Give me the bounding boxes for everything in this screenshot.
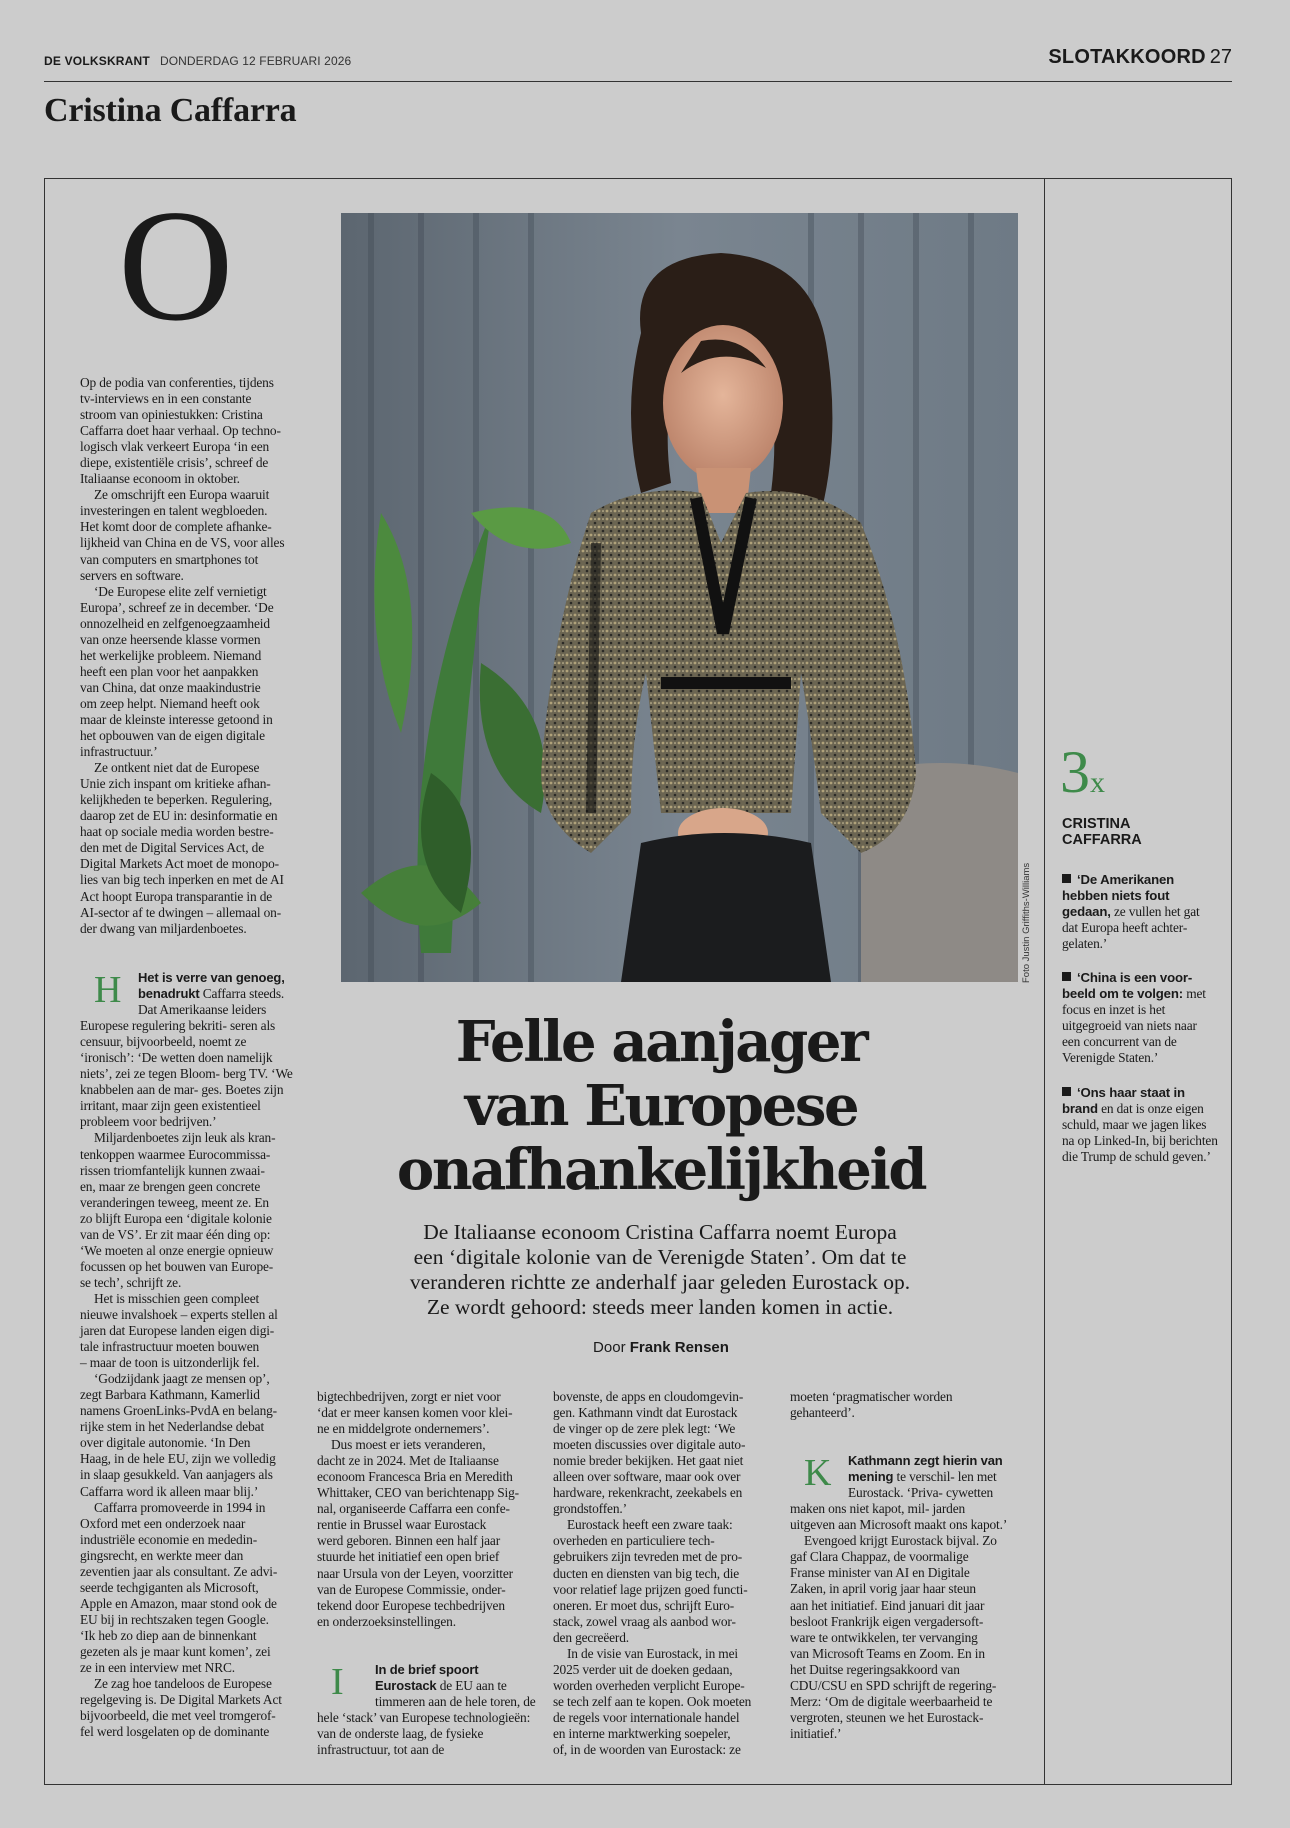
text-line: daarop zet de EU in: desinformatie en — [80, 808, 278, 824]
text-line: Ze omschrijft een Europa waaruit — [94, 487, 270, 503]
text-line: vergroten, steunen we het Eurostack- — [790, 1709, 984, 1725]
lead-in: In de brief spoort Eurostack — [375, 1661, 479, 1693]
text-line: of, in de woorden van Eurostack: ze — [553, 1742, 741, 1758]
text-line: kelijkheden te beperken. Regulering, — [80, 792, 273, 808]
text-line: bovenste, de apps en cloudomgevin- — [553, 1389, 744, 1404]
quote-lead: ‘China is een voor-beeld om te volgen: — [1062, 970, 1193, 1002]
text-line: moeten ‘pragmatischer worden — [790, 1389, 953, 1404]
quote-text: en dat is onze eigen schuld, maar we jagen likes na op Linked-In, bij berichten die Trump de schuld geven.’ — [1062, 1100, 1218, 1164]
text-line: Het komt door de complete afhanke- — [80, 519, 272, 535]
text-line: seren als censuur, bijvoorbeeld, — [80, 1018, 276, 1050]
text-line: Unie zich inspant om kritieke afhan- — [80, 776, 271, 792]
text-line: de vinger op de zere plek legt: ‘We — [553, 1421, 736, 1437]
article-column-3 — [553, 1389, 775, 1758]
headline-line: van Europese — [464, 1073, 858, 1139]
article-column-4 — [790, 1389, 1012, 1742]
text-line: aan het initiatief. Eind januari dit jaar — [790, 1597, 985, 1613]
text-line: naar Ursula von der Leyen, voorzitter — [317, 1565, 513, 1581]
initial-o: O — [118, 176, 234, 354]
text-line: namelijk niets’, zei ze tegen Bloom- — [80, 1050, 273, 1082]
text-line: EU bij in rechtszaken tegen Google. — [80, 1611, 269, 1627]
text-line: rissen triomfantelijk kunnen zwaai- — [80, 1162, 265, 1178]
paragraph — [790, 1389, 1012, 1421]
text-line: zegt Barbara Kathmann, Kamerlid — [80, 1387, 260, 1403]
text-line: Whittaker, CEO van berichtenapp Sig- — [317, 1485, 519, 1501]
text-line: industriële economie en mededin- — [80, 1531, 258, 1547]
drop-cap: H — [94, 969, 122, 1011]
text-line: se tech zelf aan te kopen. Ook moeten — [553, 1693, 752, 1709]
text-line: noemt ze ‘ironisch’: ‘De wetten doen — [80, 1034, 247, 1066]
text-line: technologieën: van de onderste laag, — [317, 1709, 531, 1741]
text-line: moeten discussies over digitale auto- — [553, 1437, 746, 1453]
text-line: de fysieke infrastructuur, tot aan de — [317, 1725, 484, 1757]
text-line: rentie in Brussel waar Eurostack — [317, 1517, 487, 1533]
text-line: overheden en particuliere tech- — [553, 1533, 715, 1549]
portrait-photo — [341, 213, 1018, 982]
text-line: lijkheid van China en de VS, voor alles — [80, 535, 285, 551]
sidebar-count-suffix: x — [1090, 766, 1105, 799]
text-line: en onderzoeksinstellingen. — [317, 1613, 456, 1629]
text-line: Act hoopt Europa transparantie in de — [80, 888, 273, 904]
text-line: ges. Boetes zijn irritant, maar zijn — [80, 1082, 284, 1114]
text-line: van de VS’. Er zit maar één ding op: — [80, 1226, 271, 1242]
text-line: Op de podia van conferenties, tijdens — [80, 375, 274, 390]
text-line: ‘We moeten al onze energie opnieuw — [80, 1242, 274, 1258]
sidebar-quote — [1062, 1085, 1218, 1165]
sidebar-name — [1062, 816, 1222, 848]
text-line: geen existentieel probleem voor — [80, 1098, 261, 1130]
text-line: grondstoffen.’ — [553, 1501, 627, 1517]
text-line: cywetten maken ons niet kapot, mil- — [790, 1485, 994, 1517]
paragraph — [317, 1662, 539, 1758]
section-name: SLOTAKKOORD — [1048, 46, 1206, 68]
text-line: lies van big tech inperken en met de AI — [80, 872, 284, 888]
text-line: ne en middelgrote ondernemers’. — [317, 1421, 490, 1437]
issue-date: DONDERDAG 12 FEBRUARI 2026 — [159, 54, 352, 68]
header-rule — [44, 81, 1232, 82]
bullet-square-icon — [1062, 1087, 1071, 1096]
sidebar-quote — [1062, 872, 1218, 952]
text-line: Evengoed krijgt Eurostack bijval. Zo — [804, 1533, 997, 1549]
text-line: stroom van opiniestukken: Cristina — [80, 407, 263, 423]
sidebar-divider — [1044, 178, 1045, 1785]
intro-line: een ‘digitale kolonie van de Verenigde Staten’. Om dat te — [413, 1245, 907, 1269]
text-line: van de Europese Commissie, onder- — [317, 1581, 506, 1597]
text-line: berg TV. ‘We knabbelen aan de mar- — [80, 1066, 293, 1098]
text-line: jaren dat Europese landen eigen digi- — [80, 1323, 275, 1339]
article-column-2 — [317, 1389, 539, 1758]
photo-credit: Foto Justin Griffiths-Williams — [1021, 862, 1032, 983]
text-line: van computers en smartphones tot — [80, 551, 259, 567]
text-line: oneren. Er moet dus, schrijft Euro- — [553, 1597, 735, 1613]
text-line: leiders Europese regulering bekriti- — [80, 1002, 267, 1034]
text-line: tale infrastructuur moeten bouwen — [80, 1339, 260, 1355]
intro-line: De Italiaanse econoom Cristina Caffarra noemt Europa — [423, 1220, 897, 1244]
text-line: len met Eurostack. ‘Priva- — [848, 1469, 997, 1501]
text-line: diepe, existentiële crisis’, schreef de — [80, 455, 269, 471]
text-line: in slaap gesukkeld. Van aanjagers als — [80, 1467, 273, 1483]
paragraph — [80, 1291, 302, 1371]
text-line: Zaken, in april vorig jaar haar steun — [790, 1581, 976, 1597]
byline — [341, 1339, 981, 1356]
text-line: gen. Kathmann vindt dat Eurostack — [553, 1405, 738, 1421]
text-line: het werkelijke probleem. Niemand — [80, 647, 262, 663]
text-line: se tech’, schrijft ze. — [80, 1274, 182, 1290]
sidebar-quotes — [1062, 872, 1218, 1183]
text-line: Europa’, schreef ze in december. ‘De — [80, 599, 274, 615]
text-line: werd geboren. Binnen een half jaar — [317, 1533, 501, 1549]
text-line: seerde techgiganten als Microsoft, — [80, 1579, 259, 1595]
lead-in: Kathmann zegt hierin van mening — [848, 1453, 1003, 1485]
paragraph — [80, 487, 302, 583]
text-line: voor relatief lage prijzen goed functi- — [553, 1581, 748, 1597]
text-line: van Microsoft Teams en Zoom. En in — [790, 1645, 985, 1661]
sidebar-name-line: CRISTINA — [1062, 816, 1131, 832]
text-line: ‘dat er meer kansen komen voor klei- — [317, 1405, 513, 1421]
text-line: maar de kleinste interesse getoond in — [80, 711, 273, 727]
text-line: gingsrecht, en werkte meer dan — [80, 1547, 244, 1563]
text-line: dacht ze in 2024. Met de Italiaanse — [317, 1453, 499, 1469]
text-line: ducten en diensten van big tech, die — [553, 1565, 740, 1581]
text-line: heeft een plan voor het aanpakken — [80, 663, 259, 679]
text-line: steeds. Dat Amerikaanse — [138, 986, 285, 1018]
paragraph — [80, 584, 302, 761]
text-line: nieuwe invalshoek – experts stellen al — [80, 1306, 278, 1322]
text-line: Eurostack heeft een zware taak: — [567, 1517, 733, 1533]
text-line: haat op sociale media worden bestre- — [80, 824, 274, 840]
paragraph — [317, 1437, 539, 1630]
headline — [341, 1010, 981, 1202]
quote-text: met focus en inzet is het uitgegroeid van niets naar een concurrent van de Verenigde Staten.’ — [1062, 986, 1206, 1066]
bullet-square-icon — [1062, 972, 1071, 981]
text-line: tenkoppen waarmee Eurocommissa- — [80, 1146, 271, 1162]
text-line: alleen over software, maar ook over — [553, 1469, 741, 1485]
text-line: fel werd losgelaten op de dominante — [80, 1724, 270, 1740]
text-line: ‘Godzijdank jaagt ze mensen op’, — [94, 1371, 270, 1387]
paragraph — [317, 1389, 539, 1437]
text-line: rijke stem in het Nederlandse debat — [80, 1419, 265, 1435]
paragraph — [553, 1517, 775, 1645]
text-line: over digitale autonomie. ‘In Den — [80, 1435, 251, 1451]
text-line: de regels voor internationale handel — [553, 1709, 740, 1725]
text-line: AI-sector af te dwingen – allemaal on- — [80, 904, 282, 920]
text-line: van China, dat onze maakindustrie — [80, 679, 261, 695]
text-line: CDU/CSU en SPD schrijft de regering- — [790, 1677, 997, 1693]
paragraph — [80, 970, 302, 1130]
section-header — [1048, 46, 1232, 69]
intro-line: veranderen richtte ze anderhalf jaar geleden Eurostack op. — [409, 1270, 911, 1294]
text-line: ze in een interview met NRC. — [80, 1660, 235, 1676]
text-line: den met de Digital Services Act, de — [80, 840, 265, 856]
text-line: toren, de hele ‘stack’ van Europese — [317, 1693, 536, 1725]
article-column-1-continued — [80, 970, 302, 1740]
intro-text — [370, 1220, 950, 1320]
lead-in: Het is verre van genoeg, benadrukt — [138, 970, 285, 1002]
paragraph — [80, 1500, 302, 1677]
text-line: der dwang van miljardenboetes. — [80, 920, 247, 936]
text-line: nomie breder bekijken. Het gaat niet — [553, 1453, 744, 1469]
text-line: focussen op het bouwen van Europe- — [80, 1258, 274, 1274]
text-line: veranderingen teweeg, meent ze. En — [80, 1194, 269, 1210]
text-line: Caffarra word ik alleen maar blij.’ — [80, 1483, 259, 1499]
text-line: nal, organiseerde Caffarra een confe- — [317, 1501, 510, 1517]
paragraph — [553, 1389, 775, 1517]
text-line: om zeep helpt. Niemand heeft ook — [80, 695, 260, 711]
text-line: In de visie van Eurostack, in mei — [567, 1645, 738, 1661]
paragraph — [553, 1646, 775, 1758]
text-line: Caffarra promoveerde in 1994 in — [94, 1499, 266, 1515]
text-line: bigtechbedrijven, zorgt er niet voor — [317, 1389, 501, 1404]
text-line: Oxford met een onderzoek naar — [80, 1515, 246, 1531]
text-line: investeringen en talent wegbloeden. — [80, 503, 268, 519]
text-line: Caffarra doet haar verhaal. Op techno- — [80, 423, 281, 439]
text-line: gezeten als je maar kunt komen’, zei — [80, 1643, 271, 1659]
paragraph — [790, 1453, 1012, 1533]
text-line: bedrijven.’ — [159, 1114, 217, 1130]
text-line: den gecreëerd. — [553, 1629, 629, 1645]
text-line: servers en software. — [80, 567, 184, 583]
text-line: besloot Frankrijk eigen vergadersoft- — [790, 1613, 984, 1629]
page-number: 27 — [1209, 46, 1232, 68]
sidebar-count-number: 3 — [1060, 739, 1090, 805]
sidebar-count — [1060, 739, 1105, 805]
text-line: – maar de toon is uitzonderlijk fel. — [80, 1355, 260, 1371]
text-line: gaf Clara Chappaz, de voormalige — [790, 1549, 969, 1565]
drop-cap: I — [331, 1660, 344, 1703]
headline-line: onafhankelijkheid — [396, 1137, 926, 1203]
intro-line: Ze wordt gehoord: steeds meer landen komen in actie. — [426, 1295, 894, 1319]
text-line: stuurde het initiatief een open brief — [317, 1549, 500, 1565]
byline-author: Frank Rensen — [629, 1339, 729, 1356]
text-line: Dus moest er iets veranderen, — [331, 1437, 486, 1453]
text-line: Apple en Amazon, maar stond ook de — [80, 1595, 277, 1611]
text-line: en interne marktwerking soepeler, — [553, 1725, 731, 1741]
text-line: zo blijft Europa een ‘digitale kolonie — [80, 1210, 272, 1226]
quote-lead: ‘Ons haar staat in brand — [1062, 1084, 1185, 1116]
article-column-1 — [80, 375, 302, 937]
text-line: Haag, in de hele EU, zijn we volledig — [80, 1451, 276, 1467]
paragraph — [80, 1371, 302, 1499]
text-line: stack, zowel vraag als aanbod wor- — [553, 1613, 736, 1629]
paragraph — [80, 760, 302, 937]
text-line: tekend door Europese techbedrijven — [317, 1597, 505, 1613]
person-heading: Cristina Caffarra — [44, 92, 297, 129]
text-line: onnozelheid en zelfgenoegzaamheid — [80, 615, 270, 631]
text-line: ‘De Europese elite zelf vernietigt — [94, 583, 267, 599]
text-line: het opbouwen van de eigen digitale — [80, 728, 265, 744]
text-line: zeventien jaar als consultant. Ze advi- — [80, 1563, 278, 1579]
text-line: infrastructuur.’ — [80, 744, 158, 760]
sidebar-quote — [1062, 970, 1218, 1066]
text-line: namens GroenLinks-PvdA en belang- — [80, 1403, 277, 1419]
paragraph — [80, 375, 302, 487]
text-line: hardware, rekenkracht, zeekabels en — [553, 1485, 743, 1501]
text-line: logisch vlak verkeert Europa ‘in een — [80, 439, 270, 455]
headline-line: Felle aanjager — [455, 1009, 867, 1075]
text-line: ons kapot.’ — [949, 1517, 1008, 1533]
text-line: Italiaanse econoom in oktober. — [80, 471, 240, 487]
drop-cap: K — [804, 1452, 832, 1495]
portrait-illustration — [341, 213, 1018, 982]
text-line: timmeren aan de hele — [375, 1693, 487, 1709]
text-line: worden overheden verplicht Europe- — [553, 1677, 745, 1693]
text-line: te verschil- — [896, 1469, 955, 1485]
quote-lead: ‘De Amerikanen hebben niets fout gedaan, — [1062, 872, 1175, 920]
text-line: Ze zag hoe tandeloos de Europese — [94, 1676, 272, 1692]
newspaper-name: DE VOLKSKRANT — [44, 54, 150, 68]
text-line: Het is misschien geen compleet — [94, 1290, 260, 1306]
text-line: regelgeving is. De Digital Markets Act — [80, 1692, 282, 1708]
quote-text: ze vullen het gat dat Europa heeft achter-gelaten.’ — [1062, 904, 1200, 952]
sidebar-name-line: CAFFARRA — [1062, 832, 1142, 848]
paragraph — [80, 1676, 302, 1740]
text-line: initiatief.’ — [790, 1725, 842, 1741]
text-line: jarden uitgeven aan Microsoft maakt — [790, 1501, 966, 1533]
text-line: econoom Francesca Bria en Meredith — [317, 1469, 513, 1485]
text-line: Franse minister van AI en Digitale — [790, 1565, 970, 1581]
masthead — [44, 54, 351, 68]
text-line: Caffarra — [202, 986, 246, 1002]
text-line: bijvoorbeeld, die met veel tromgerof- — [80, 1708, 276, 1724]
text-line: van onze heersende klasse vormen — [80, 631, 261, 647]
text-line: ‘Ik heb zo diep aan de binnenkant — [80, 1627, 257, 1643]
text-line: tv-interviews en in een constante — [80, 391, 252, 407]
text-line: Merz: ‘Om de digitale weerbaarheid te — [790, 1693, 993, 1709]
bullet-square-icon — [1062, 874, 1071, 883]
text-line: het Duitse regeringsakkoord van — [790, 1661, 960, 1677]
text-line: Digital Markets Act moet de monopo- — [80, 856, 279, 872]
text-line: en, maar ze brengen geen concrete — [80, 1178, 261, 1194]
text-line: 2025 verder uit de doeken gedaan, — [553, 1661, 733, 1677]
text-line: Miljardenboetes zijn leuk als kran- — [94, 1130, 276, 1146]
paragraph — [790, 1533, 1012, 1742]
text-line: Ze ontkent niet dat de Europese — [94, 760, 260, 776]
text-line: gebruikers zijn tevreden met de pro- — [553, 1549, 743, 1565]
paragraph — [80, 1130, 302, 1290]
text-line: gehanteerd’. — [790, 1405, 855, 1421]
text-line: ware te ontwikkelen, ter vervanging — [790, 1629, 978, 1645]
text-line: de EU aan te — [439, 1677, 507, 1693]
byline-prefix: Door — [593, 1339, 626, 1356]
